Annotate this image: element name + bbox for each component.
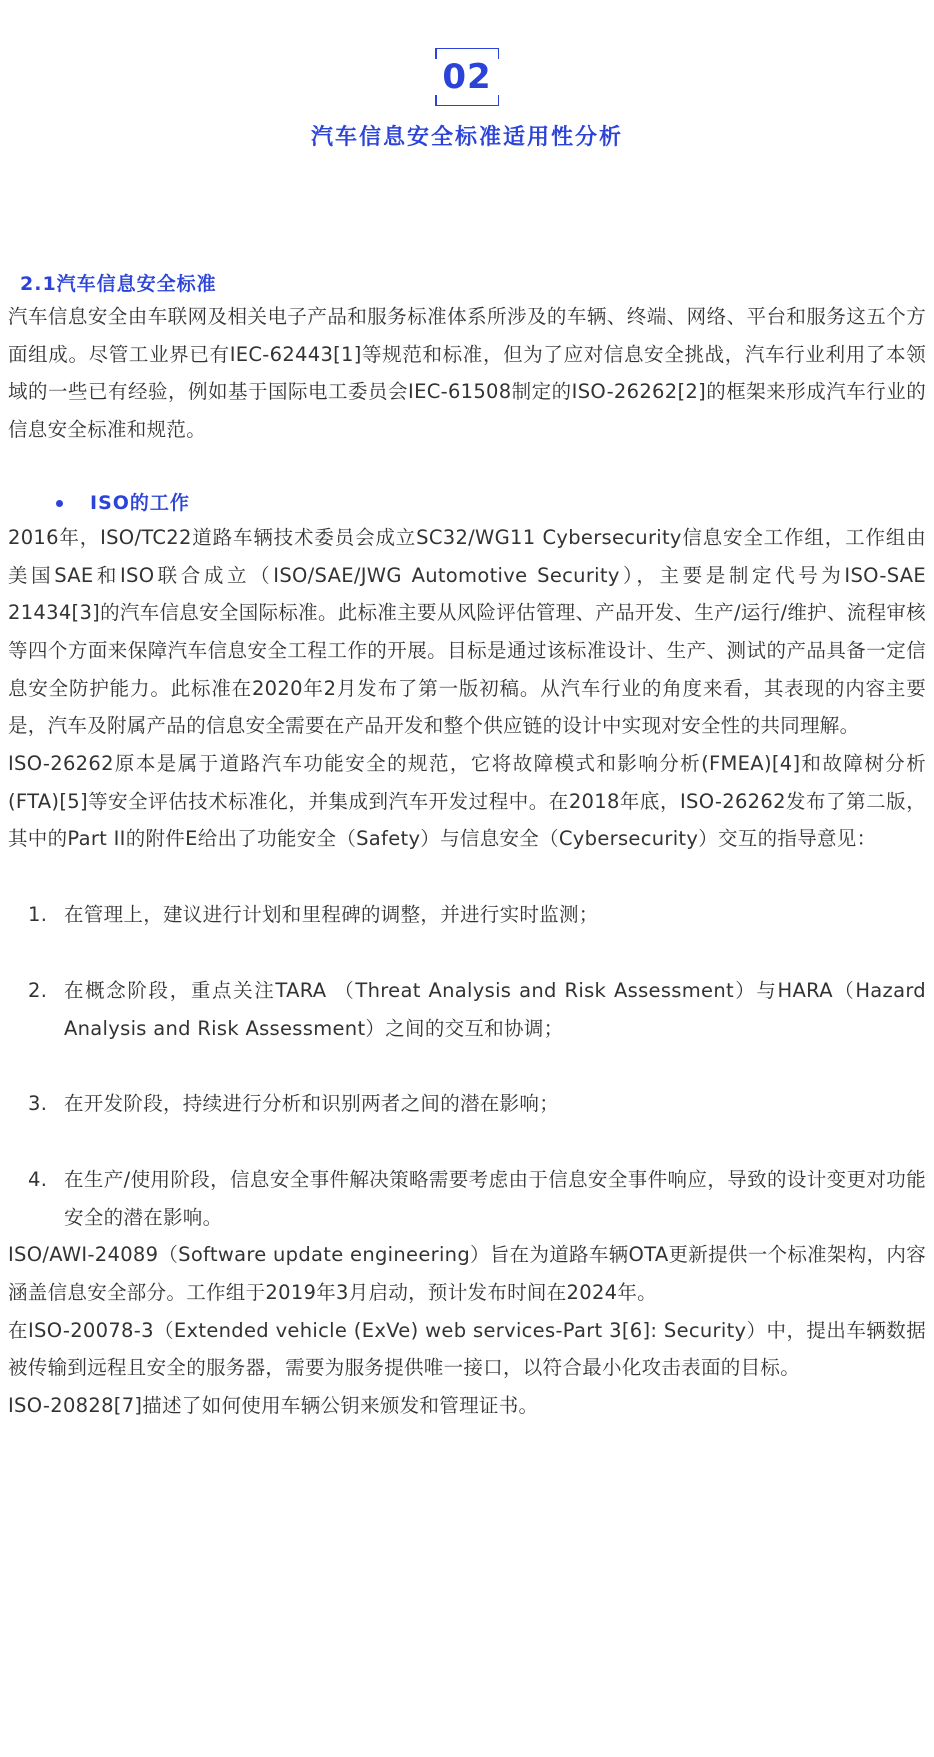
paragraph-iso-20828: ISO-20828[7]描述了如何使用车辆公钥来颁发和管理证书。	[8, 1394, 539, 1418]
bullet-dot-icon	[56, 500, 63, 507]
paragraph-iso-24089: ISO/AWI-24089（Software update engineering）旨在为道路车辆OTA更新提供一个标准架构，内容涵盖信息安全部分。工作组于2019年3月启动，预计发布时间在2024年。	[8, 1243, 926, 1305]
paragraph-iso-26262: ISO-26262原本是属于道路汽车功能安全的规范，它将故障模式和影响分析(FMEA)[4]和故障树分析(FTA)[5]等安全评估技术标准化，并集成到汽车开发过程中。在2018年底，ISO-26262发布了第二版，其中的Part II的附件E给出了功能安全（Safety）与信息安全（Cybersecurity）交互的指导意见：	[8, 752, 926, 851]
list-item-index: 1.	[28, 903, 48, 927]
list-item	[8, 1085, 926, 1123]
chapter-number: 02	[442, 57, 492, 97]
list-item-text: 在开发阶段，持续进行分析和识别两者之间的潜在影响；	[64, 1092, 560, 1116]
list-item	[8, 896, 926, 934]
bullet-heading-label: ISO的工作	[90, 491, 190, 514]
intro-paragraph: 汽车信息安全由车联网及相关电子产品和服务标准体系所涉及的车辆、终端、网络、平台和服务这五个方面组成。尽管工业界已有IEC-62443[1]等规范和标准，但为了应对信息安全挑战，汽车行业利用了本领域的一些已有经验，例如基于国际电工委员会IEC-61508制定的ISO-26262[2]的框架来形成汽车行业的信息安全标准和规范。	[8, 305, 926, 442]
chapter-number-box	[435, 48, 499, 106]
list-item-text: 在生产/使用阶段，信息安全事件解决策略需要考虑由于信息安全事件响应，导致的设计变更对功能安全的潜在影响。	[64, 1167, 926, 1229]
article-content	[8, 270, 926, 1425]
list-item-index: 2.	[28, 978, 48, 1002]
list-item-index: 3.	[28, 1092, 48, 1116]
list-item-text: 在管理上，建议进行计划和里程碑的调整，并进行实时监测；	[64, 903, 599, 927]
bullet-heading	[8, 487, 926, 519]
paragraph-iso-20078: 在ISO-20078-3（Extended vehicle (ExVe) web services-Part 3[6]: Security）中，提出车辆数据被传输到远程且安全的服务器，需要为服务提供唯一接口，以符合最小化攻击表面的目标。	[8, 1318, 926, 1380]
list-item-index: 4.	[28, 1167, 48, 1191]
paragraph-iso-21434: 2016年，ISO/TC22道路车辆技术委员会成立SC32/WG11 Cybersecurity信息安全工作组，工作组由美国SAE和ISO联合成立（ISO/SAE/JWG Automotive Security），主要是制定代号为ISO-SAE 21434[3]的汽车信息安全国际标准。此标准主要从风险评估管理、产品开发、生产/运行/维护、流程审核等四个方面来保障汽车信息安全工程工作的开展。目标是通过该标准设计、生产、测试的产品具备一定信息安全防护能力。此标准在2020年2月发布了第一版初稿。从汽车行业的角度来看，其表现的内容主要是，汽车及附属产品的信息安全需要在产品开发和整个供应链的设计中实现对安全性的共同理解。	[8, 525, 926, 738]
list-item	[8, 972, 926, 1047]
chapter-title: 汽车信息安全标准适用性分析	[310, 125, 623, 150]
chapter-header	[0, 48, 934, 154]
section-heading: 2.1汽车信息安全标准	[20, 273, 217, 295]
guidance-list	[8, 896, 926, 1236]
list-item	[8, 1161, 926, 1236]
list-item-text: 在概念阶段，重点关注TARA （Threat Analysis and Risk Assessment）与HARA（Hazard Analysis and Risk Assessment）之间的交互和协调；	[64, 978, 926, 1040]
